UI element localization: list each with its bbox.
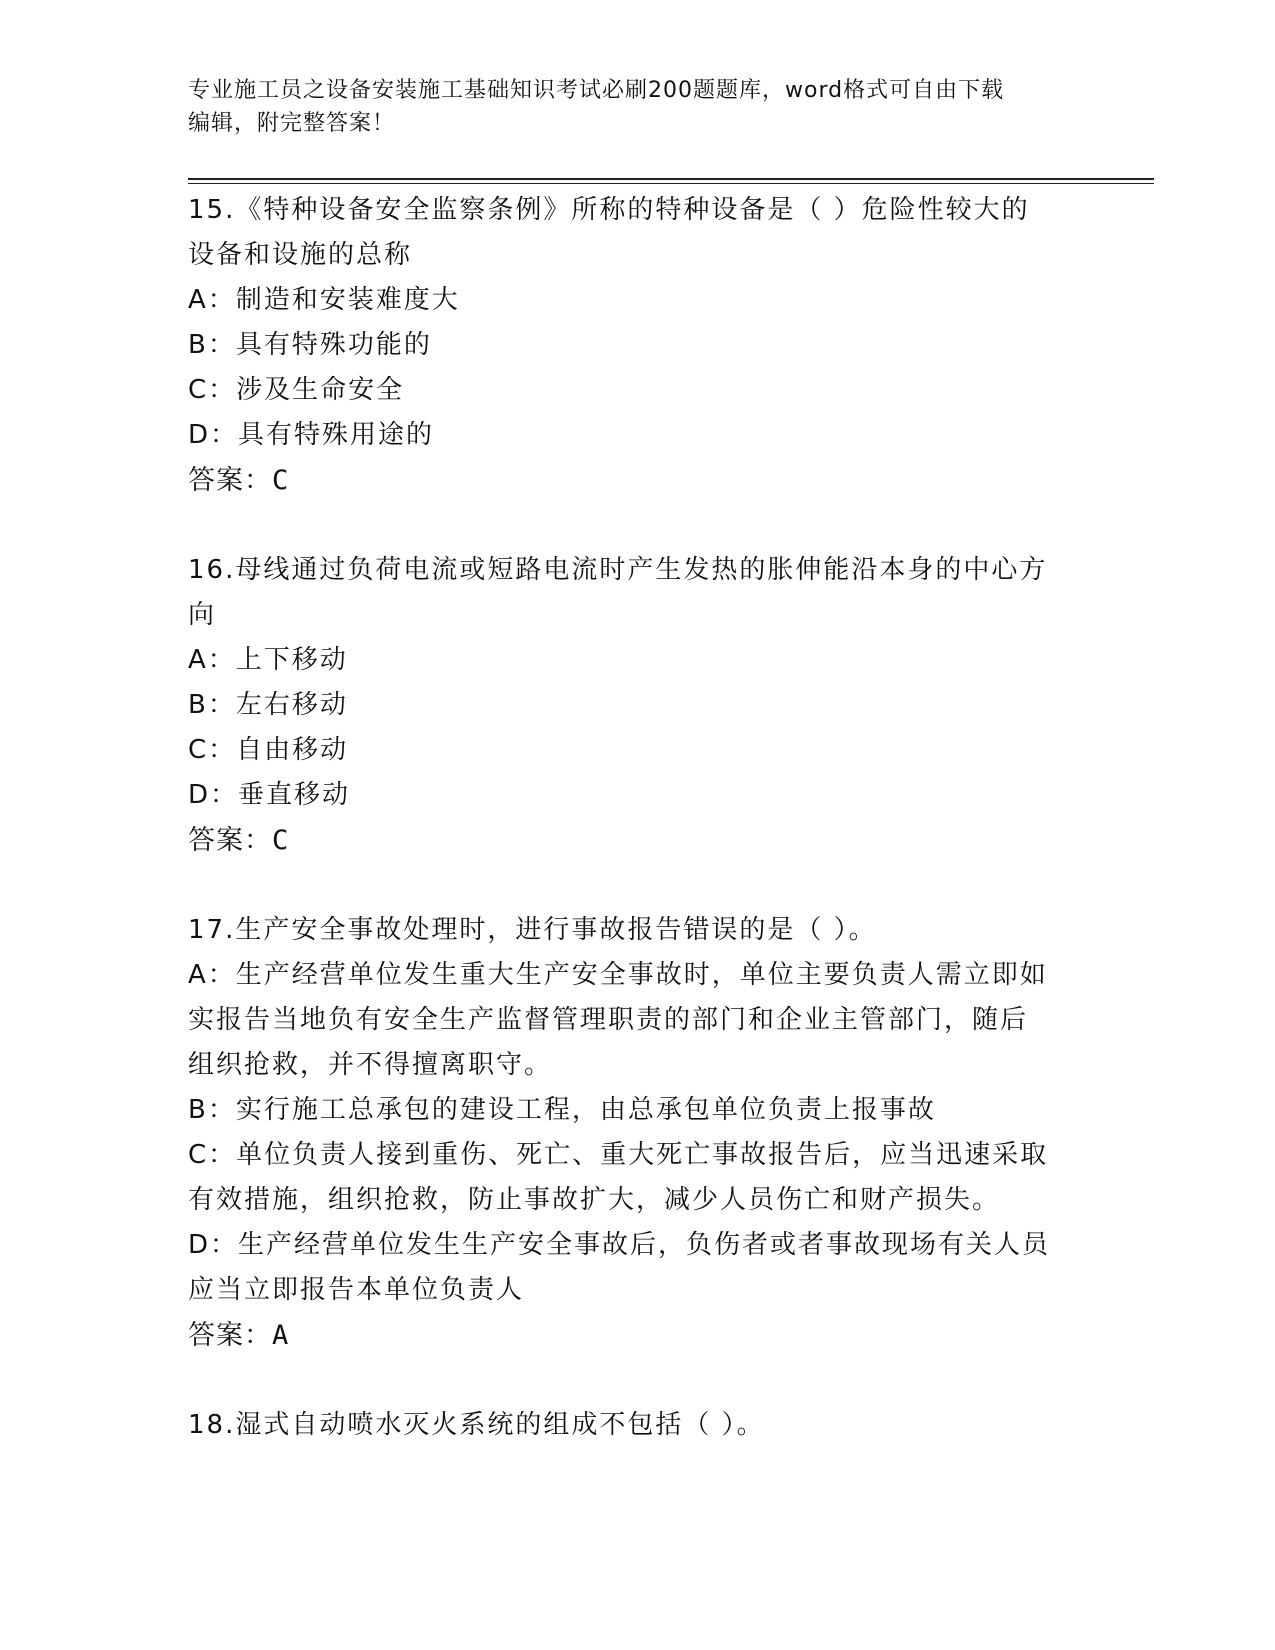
answer-line: [188, 458, 1088, 503]
header-divider-thin: [188, 183, 1154, 184]
option-c-line: C：单位负责人接到重伤、死亡、重大死亡事故报告后，应当迅速采取: [188, 1140, 1049, 1170]
answer-value: A: [272, 1320, 290, 1351]
question-stem-line: 16.母线通过负荷电流或短路电流时产生发热的胀伸能沿本身的中心方: [188, 555, 1048, 585]
question-16: [188, 548, 1088, 863]
question-list: [188, 188, 1088, 1493]
option-b: B：具有特殊功能的: [188, 330, 432, 360]
question-stem-line: 17.生产安全事故处理时，进行事故报告错误的是（ ）。: [188, 915, 877, 945]
header-divider-thick: [188, 178, 1154, 180]
option-c-line: 有效措施，组织抢救，防止事故扩大，减少人员伤亡和财产损失。: [188, 1185, 1001, 1215]
option-d-line: D：生产经营单位发生生产安全事故后，负伤者或者事故现场有关人员: [188, 1230, 1051, 1260]
question-18: [188, 1403, 1088, 1448]
option-d: D：具有特殊用途的: [188, 420, 435, 450]
option-c: C：自由移动: [188, 735, 349, 765]
question-15: [188, 188, 1088, 503]
option-a-line: A：生产经营单位发生重大生产安全事故时，单位主要负责人需立即如: [188, 960, 1048, 990]
answer-line: [188, 818, 1088, 863]
question-stem-line: 向: [188, 600, 217, 630]
question-stem-line: 18.湿式自动喷水灭火系统的组成不包括（ ）。: [188, 1410, 765, 1440]
option-a-line: 组织抢救，并不得擅离职守。: [188, 1050, 553, 1080]
option-d: D：垂直移动: [188, 780, 351, 810]
question-17: [188, 908, 1088, 1358]
option-a: A：上下移动: [188, 645, 348, 675]
header-title-line-2: 编辑，附完整答案！: [188, 111, 396, 136]
answer-line: [188, 1313, 1088, 1358]
answer-label: 答案：: [188, 1320, 272, 1351]
option-b-line: B：实行施工总承包的建设工程，由总承包单位负责上报事故: [188, 1095, 936, 1125]
question-stem-line: 15.《特种设备安全监察条例》所称的特种设备是（ ）危险性较大的: [188, 195, 1030, 225]
option-d-line: 应当立即报告本单位负责人: [188, 1275, 525, 1305]
option-c: C：涉及生命安全: [188, 375, 405, 405]
answer-value: C: [272, 465, 290, 496]
document-header: [188, 74, 1088, 140]
option-b: B：左右移动: [188, 690, 348, 720]
answer-label: 答案：: [188, 825, 272, 856]
question-stem-line: 设备和设施的总称: [188, 240, 413, 270]
answer-label: 答案：: [188, 465, 272, 496]
header-title-line-1: 专业施工员之设备安装施工基础知识考试必刷200题题库，word格式可自由下载: [188, 78, 1005, 103]
option-a: A：制造和安装难度大: [188, 285, 460, 315]
answer-value: C: [272, 825, 290, 856]
option-a-line: 实报告当地负有安全生产监督管理职责的部门和企业主管部门，随后: [188, 1005, 1029, 1035]
